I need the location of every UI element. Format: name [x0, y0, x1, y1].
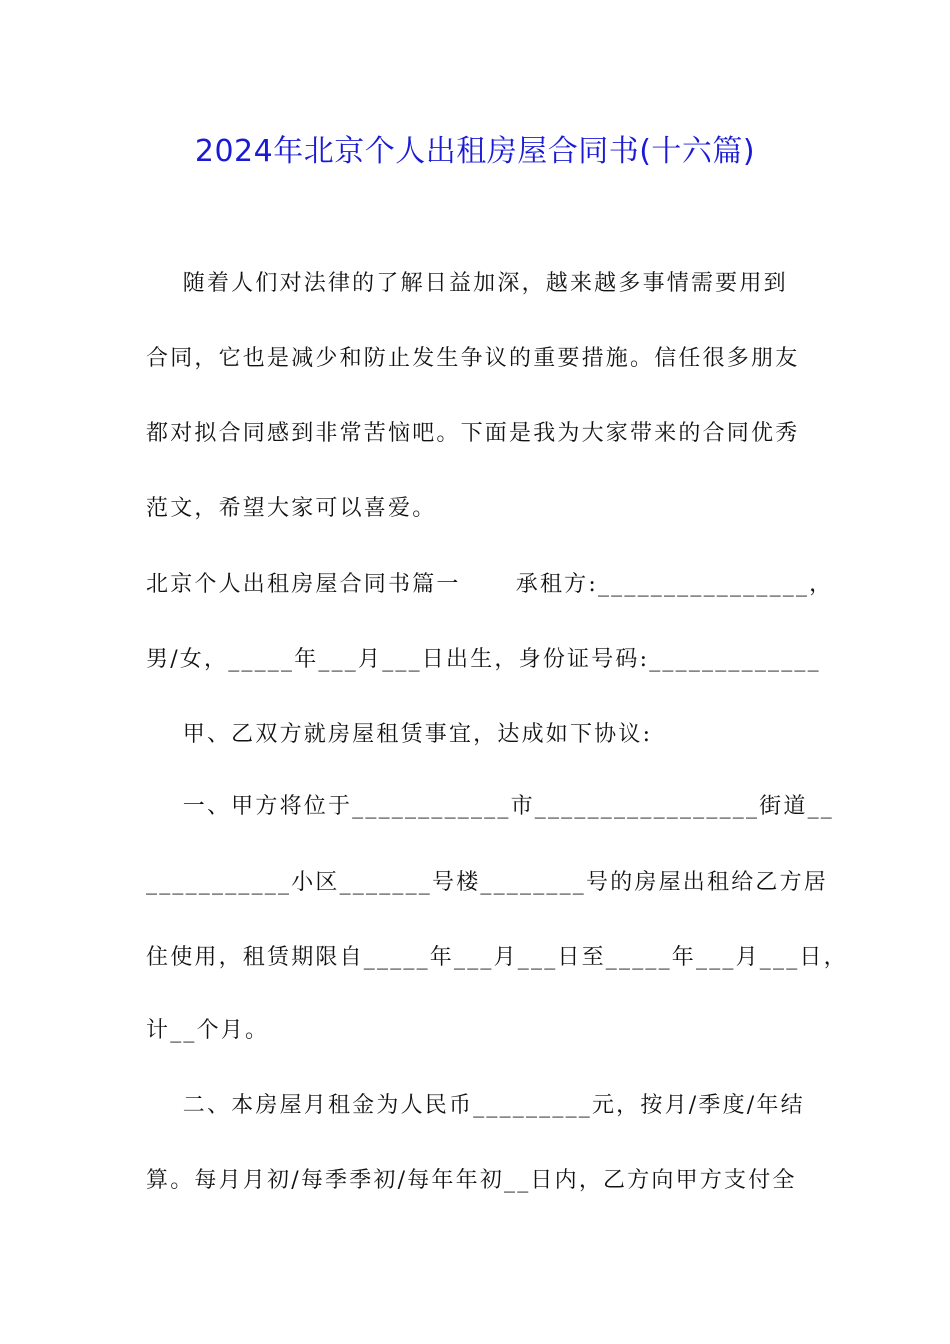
clause-1-line-2: ___________小区_______号楼________号的房屋出租给乙方居 [146, 870, 829, 895]
intro-line-2: 合同，它也是减少和防止发生争议的重要措施。信任很多朋友 [146, 346, 800, 371]
clause-1-line-4: 计__个月。 [146, 1018, 270, 1043]
clause-1-line-1: 一、甲方将位于____________市_________________街道__ [146, 794, 834, 819]
clause-1-line-3: 住使用，租赁期限自_____年___月___日至_____年___月___日， [146, 945, 848, 970]
clause-2-line-2: 算。每月月初/每季季初/每年年初__日内，乙方向甲方支付全 [146, 1168, 797, 1193]
document-title: 2024年北京个人出租房屋合同书(十六篇) [194, 134, 756, 169]
agreement-intro-line: 甲、乙双方就房屋租赁事宜，达成如下协议: [146, 722, 653, 747]
section-heading-line: 北京个人出租房屋合同书篇一 承租方:________________， [146, 572, 834, 597]
tenant-info-line: 男/女，_____年___月___日出生，身份证号码:_____________ [146, 647, 821, 672]
intro-line-1: 随着人们对法律的了解日益加深，越来越多事情需要用到 [146, 271, 788, 296]
intro-line-4: 范文，希望大家可以喜爱。 [146, 496, 437, 521]
intro-line-3: 都对拟合同感到非常苦恼吧。下面是我为大家带来的合同优秀 [146, 421, 800, 446]
clause-2-line-1: 二、本房屋月租金为人民币_________元，按月/季度/年结 [146, 1093, 805, 1118]
